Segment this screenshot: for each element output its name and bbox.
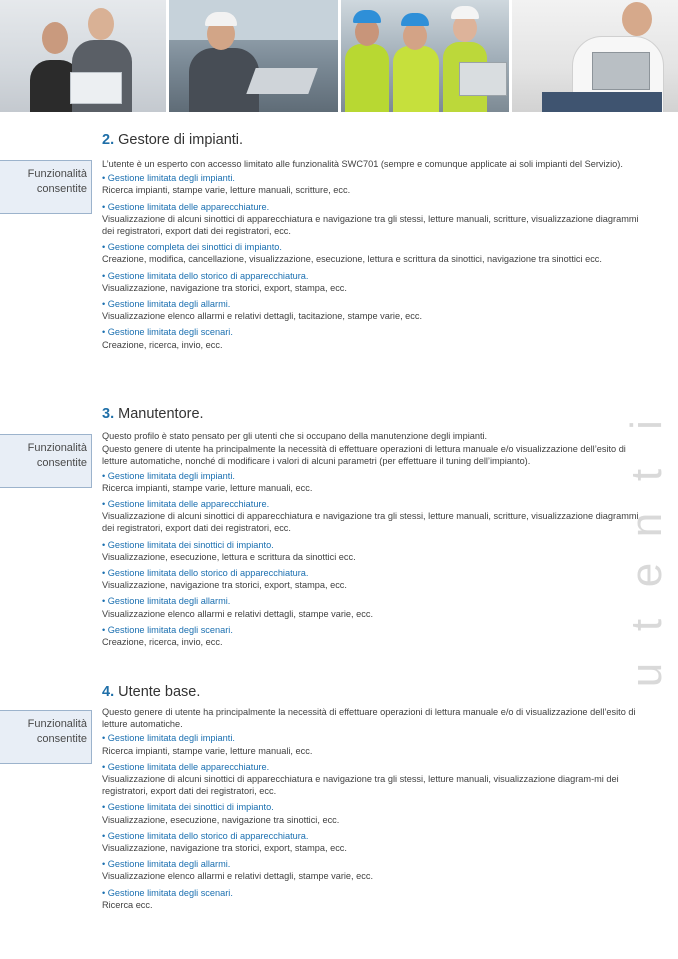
item-description: Ricerca impianti, stampe varie, letture manuali, ecc.: [102, 482, 313, 493]
item-title: • Gestione limitata degli allarmi.: [102, 596, 231, 607]
intro-paragraph: Questo genere di utente ha principalmente la necessità di effettuare operazioni di lettura manuale e/o di visualizzazione dell’esito di letture automatiche.: [102, 707, 636, 730]
photo-man-laptop: [512, 0, 678, 112]
item-description: Visualizzazione di alcuni sinottici di apparecchiatura e navigazione tra gli stessi, letture manuali, scritture, visualizzazione diagrammi dei registratori, export dati dei registratori, ecc.: [102, 213, 639, 237]
item-title: • Gestione limitata delle apparecchiature.: [102, 499, 270, 510]
item-description: Creazione, ricerca, invio, ecc.: [102, 637, 223, 648]
photo-engineer-laptop: [169, 0, 338, 112]
item-description: Visualizzazione elenco allarmi e relativi dettagli, stampe varie, ecc.: [102, 871, 373, 882]
photo-office-team: [0, 0, 166, 112]
item-title: • Gestione limitata delle apparecchiature.: [102, 761, 270, 772]
intro-paragraph: Questo genere di utente ha principalmente la necessità di effettuare operazioni di lettura manuale e/o visualizzazione dell’esito di letture automatiche, nonché di modificare i valori di alcuni parametri (per effettuare il tuning dell’impianto).: [102, 444, 626, 467]
intro-paragraph: Questo profilo è stato pensato per gli utenti che si occupano della manutenzione degli impianti.: [102, 431, 488, 441]
section-body: [102, 158, 650, 355]
item-title: • Gestione limitata degli scenari.: [102, 624, 233, 635]
item-title: • Gestione completa dei sinottici di impianto.: [102, 242, 282, 253]
watermark-letter: t: [622, 618, 671, 632]
section-title-text: Manutentore.: [118, 406, 204, 422]
funzionalita-label: [0, 710, 92, 764]
item-description: Visualizzazione elenco allarmi e relativi dettagli, tacitazione, stampe varie, ecc.: [102, 311, 423, 322]
header-photo-strip: [0, 0, 678, 112]
item-title: • Gestione limitata delle apparecchiature.: [102, 201, 270, 212]
item-description: Visualizzazione, navigazione tra storici, export, stampa, ecc.: [102, 580, 347, 591]
item-title: • Gestione limitata dello storico di apparecchiatura.: [102, 270, 309, 281]
item-title: • Gestione limitata dello storico di apparecchiatura.: [102, 830, 309, 841]
section-title: [102, 132, 243, 148]
item-description: Visualizzazione elenco allarmi e relativi dettagli, stampe varie, ecc.: [102, 608, 373, 619]
item-title: • Gestione limitata degli allarmi.: [102, 859, 231, 870]
intro-paragraph: L’utente è un esperto con accesso limitato alle funzionalità SWC701 (sempre e comunque applicate ai soli impianti del Servizio).: [102, 159, 623, 169]
item-title: • Gestione limitata degli scenari.: [102, 887, 233, 898]
label-line2: consentite: [36, 183, 87, 195]
item-description: Visualizzazione, navigazione tra storici, export, stampa, ecc.: [102, 282, 347, 293]
watermark-letter: u: [622, 662, 671, 688]
item-description: Visualizzazione, esecuzione, navigazione tra sinottici, ecc.: [102, 814, 340, 825]
item-title: • Gestione limitata degli impianti.: [102, 733, 235, 744]
funzionalita-label: [0, 160, 92, 214]
label-line1: Funzionalità: [27, 718, 87, 730]
item-title: • Gestione limitata dello storico di apparecchiatura.: [102, 568, 309, 579]
section-title-text: Utente base.: [118, 684, 201, 700]
section-body: [102, 706, 650, 915]
label-line2: consentite: [36, 457, 87, 469]
item-description: Visualizzazione di alcuni sinottici di apparecchiatura e navigazione tra gli stessi, letture manuali, visualizzazione diagram-mi dei registratori, export dati dei registratori, ecc.: [102, 774, 619, 797]
watermark-utenti: [622, 400, 672, 700]
item-title: • Gestione limitata degli impianti.: [102, 470, 235, 481]
item-description: Visualizzazione, esecuzione, lettura e scrittura da sinottici ecc.: [102, 551, 356, 562]
item-description: Ricerca ecc.: [102, 899, 153, 910]
watermark-letter: n: [622, 512, 671, 538]
label-line1: Funzionalità: [27, 168, 87, 180]
item-title: • Gestione limitata degli allarmi.: [102, 299, 231, 310]
item-title: • Gestione limitata dei sinottici di impianto.: [102, 539, 274, 550]
item-description: Visualizzazione di alcuni sinottici di apparecchiatura e navigazione tra gli stessi, letture manuali, scritture, visualizzazione diagrammi dei registratori, export dati dei registratori, ecc.: [102, 511, 639, 534]
item-description: Visualizzazione, navigazione tra storici, export, stampa, ecc.: [102, 843, 347, 854]
section-title-text: Gestore di impianti.: [118, 132, 244, 148]
item-title: • Gestione limitata degli impianti.: [102, 173, 235, 184]
item-description: Ricerca impianti, stampe varie, letture manuali, ecc.: [102, 745, 313, 756]
watermark-letter: i: [622, 420, 671, 430]
item-title: • Gestione limitata degli scenari.: [102, 327, 233, 338]
watermark-letter: e: [622, 562, 671, 588]
item-description: Creazione, modifica, cancellazione, visualizzazione, esecuzione, lettura e scrittura da sinottici, navigazione tra sinottici ecc.: [102, 254, 602, 265]
label-line1: Funzionalità: [27, 442, 87, 454]
section-title: [102, 684, 200, 700]
section-number: 2.: [102, 132, 115, 148]
funzionalita-label: [0, 434, 92, 488]
section-body: [102, 430, 650, 652]
item-title: • Gestione limitata dei sinottici di impianto.: [102, 802, 274, 813]
item-description: Creazione, ricerca, invio, ecc.: [102, 339, 223, 350]
section-title: [102, 406, 204, 422]
section-number: 4.: [102, 684, 115, 700]
item-description: Ricerca impianti, stampe varie, letture manuali, scritture, ecc.: [102, 185, 351, 196]
label-line2: consentite: [36, 733, 87, 745]
section-number: 3.: [102, 406, 115, 422]
watermark-letter: t: [622, 468, 671, 482]
photo-workers-vests: [341, 0, 509, 112]
